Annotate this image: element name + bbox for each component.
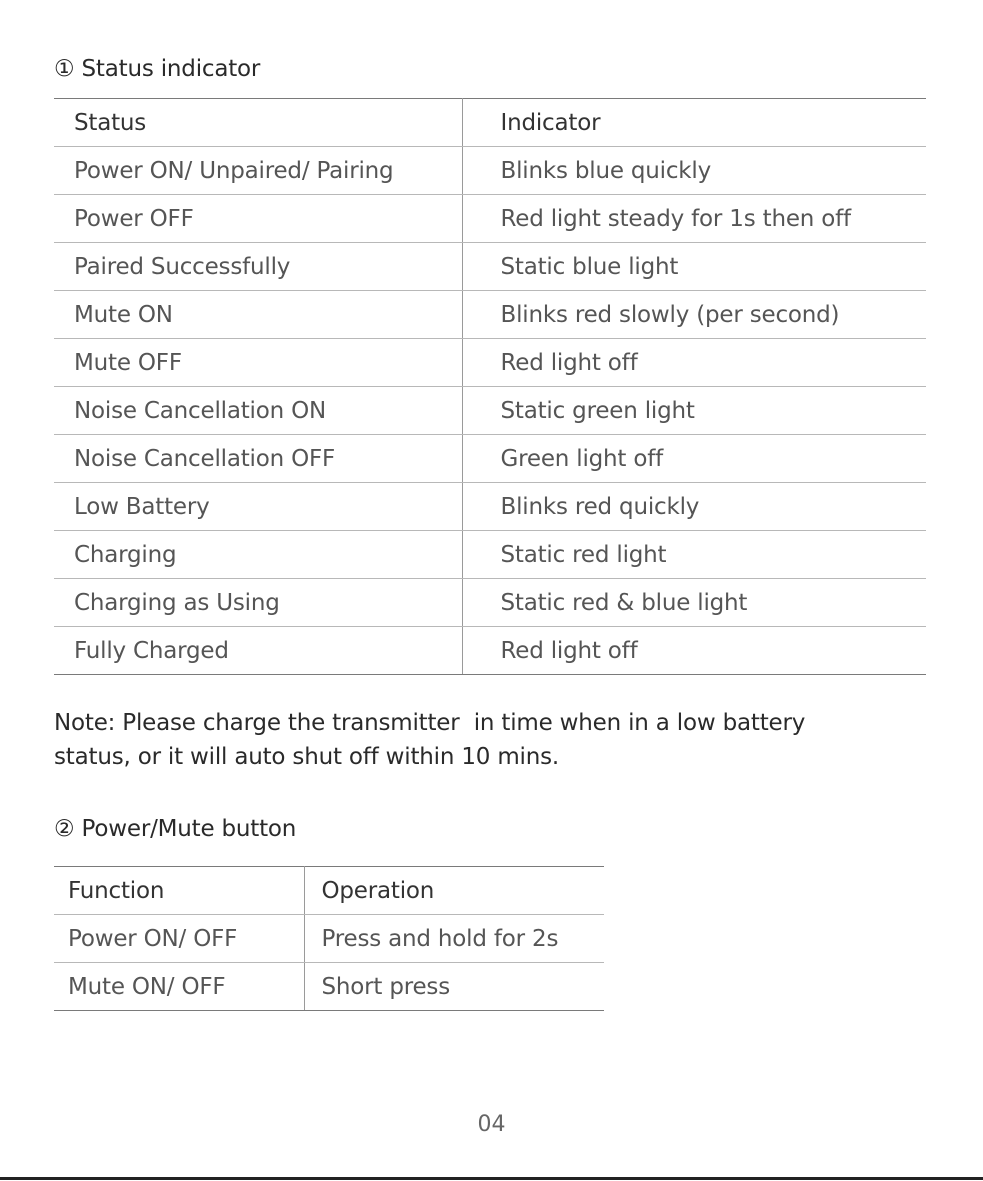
indicator-cell: Blinks red slowly (per second): [462, 291, 926, 339]
function-cell: Power ON/ OFF: [54, 915, 304, 963]
header-function: Function: [54, 867, 304, 915]
table-row: [54, 627, 926, 675]
power-mute-button-table: [54, 866, 604, 1011]
status-cell: Mute ON: [54, 291, 462, 339]
indicator-cell: Static blue light: [462, 243, 926, 291]
header-operation: Operation: [304, 867, 604, 915]
status-cell: Paired Successfully: [54, 243, 462, 291]
status-cell: Charging as Using: [54, 579, 462, 627]
table-row: [54, 483, 926, 531]
table-row: [54, 963, 604, 1011]
operation-cell: Press and hold for 2s: [304, 915, 604, 963]
note-line-2: status, or it will auto shut off within 10 mins.: [54, 744, 559, 770]
status-cell: Low Battery: [54, 483, 462, 531]
indicator-cell: Red light off: [462, 627, 926, 675]
status-indicator-title: ① Status indicator: [54, 56, 261, 82]
indicator-cell: Blinks blue quickly: [462, 147, 926, 195]
table-row: [54, 579, 926, 627]
indicator-cell: Green light off: [462, 435, 926, 483]
status-cell: Charging: [54, 531, 462, 579]
status-cell: Noise Cancellation OFF: [54, 435, 462, 483]
status-cell: Mute OFF: [54, 339, 462, 387]
power-mute-button-title: ② Power/Mute button: [54, 816, 297, 842]
table-row: [54, 339, 926, 387]
bottom-divider: [0, 1177, 983, 1180]
status-cell: Power OFF: [54, 195, 462, 243]
table-row: [54, 387, 926, 435]
header-indicator: Indicator: [462, 99, 926, 147]
table-header-row: [54, 99, 926, 147]
table-row: [54, 291, 926, 339]
status-cell: Fully Charged: [54, 627, 462, 675]
low-battery-note: [54, 706, 934, 774]
table-row: [54, 435, 926, 483]
indicator-cell: Blinks red quickly: [462, 483, 926, 531]
table-header-row: [54, 867, 604, 915]
status-cell: Noise Cancellation ON: [54, 387, 462, 435]
indicator-cell: Static green light: [462, 387, 926, 435]
operation-cell: Short press: [304, 963, 604, 1011]
indicator-cell: Red light steady for 1s then off: [462, 195, 926, 243]
note-line-1: Note: Please charge the transmitter in time when in a low battery: [54, 710, 806, 736]
header-status: Status: [54, 99, 462, 147]
table-row: [54, 243, 926, 291]
status-indicator-table: [54, 98, 926, 675]
table-row: [54, 147, 926, 195]
indicator-cell: Static red & blue light: [462, 579, 926, 627]
table-row: [54, 915, 604, 963]
function-cell: Mute ON/ OFF: [54, 963, 304, 1011]
status-cell: Power ON/ Unpaired/ Pairing: [54, 147, 462, 195]
page-number: 04: [477, 1112, 506, 1137]
indicator-cell: Static red light: [462, 531, 926, 579]
indicator-cell: Red light off: [462, 339, 926, 387]
table-row: [54, 531, 926, 579]
table-row: [54, 195, 926, 243]
